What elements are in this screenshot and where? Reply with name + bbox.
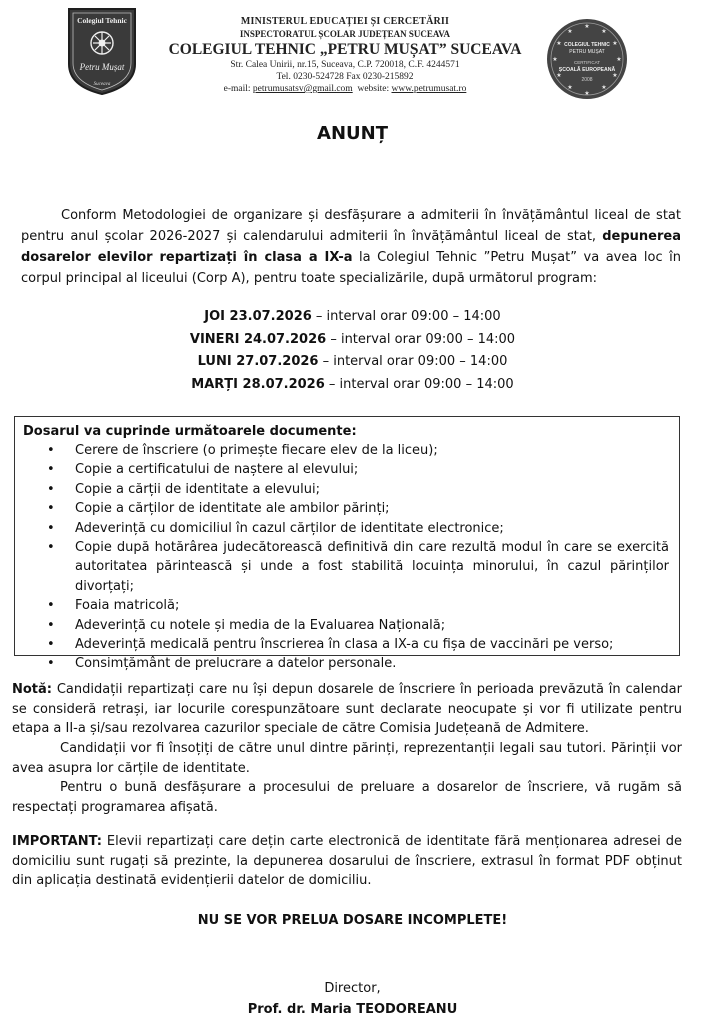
logo-top-text: Colegiul Tehnic xyxy=(77,16,127,25)
parents-paragraph: Candidații vor fi însoțiți de către unul dintre părinți, reprezentanții legali sau tutori. Părinții vor avea asupra lor cărțile de identitate. xyxy=(12,741,682,776)
documents-title: Dosarul va cuprinde următoarele documente: xyxy=(23,424,357,439)
bullet-icon: • xyxy=(47,617,55,633)
schedule-interval: – interval orar 09:00 – 14:00 xyxy=(318,354,508,369)
svg-text:★: ★ xyxy=(556,40,562,47)
note-paragraph: Notă: Candidații repartizați care nu își depun dosarele de înscriere în perioada prevăzută în calendar se consideră retrași, iar locurile corespunzătoare sunt declarate neocupate și vor fi utilizate pentru etapa a II-a și/sau rezolvarea cazurilor speciale de către Comisia Județeană de Admitere. xyxy=(12,682,682,737)
logo-bottom-text: Petru Mușat xyxy=(79,62,125,72)
institution-header xyxy=(150,16,540,95)
svg-text:★: ★ xyxy=(601,28,607,35)
european-school-seal xyxy=(546,18,628,100)
bullet-icon: • xyxy=(47,598,55,614)
website-link[interactable]: www.petrumusat.ro xyxy=(391,84,467,94)
list-item: • Foaia matricolă; xyxy=(75,596,669,615)
svg-text:★: ★ xyxy=(612,40,618,47)
schedule-row xyxy=(0,329,705,352)
school-logo xyxy=(66,6,138,96)
list-item: • Adeverință cu notele și media de la Evaluarea Națională; xyxy=(75,616,669,635)
svg-text:★: ★ xyxy=(567,28,573,35)
seal-school-text: COLEGIUL TEHNIC xyxy=(564,42,610,48)
schedule-interval: – interval orar 09:00 – 14:00 xyxy=(311,309,501,324)
schedule-row xyxy=(0,351,705,374)
list-item: • Copie a cărților de identitate ale ambilor părinți; xyxy=(75,499,669,518)
list-item: • Copie după hotărârea judecătorească definitivă din care rezultă modul în care se exercită autoritatea părintească și unde a fost stabilită locuința minorului, în cazul părinților divorțați; xyxy=(47,540,669,594)
documents-list xyxy=(23,441,669,674)
seal-name-text: PETRU MUȘAT xyxy=(569,49,605,55)
final-notice: NU SE VOR PRELUA DOSARE INCOMPLETE! xyxy=(197,913,508,928)
list-item: • Copie a cărții de identitate a elevului; xyxy=(75,480,669,499)
important-paragraph: IMPORTANT: Elevii repartizați care dețin carte electronică de identitate fără menționarea adresei de domiciliu sunt rugați să prezinte, la depunerea dosarului de înscriere, extrasul în format PDF obținut din aplicația destinată evidențierii datelor de domiciliu. xyxy=(12,834,682,889)
email-link[interactable]: petrumusatsv@gmail.com xyxy=(252,84,353,94)
list-item: • Cerere de înscriere (o primește fiecare elev de la liceu); xyxy=(75,441,669,460)
schedule-day: VINERI 24.07.2026 xyxy=(189,331,327,347)
svg-text:★: ★ xyxy=(584,90,590,97)
svg-text:★: ★ xyxy=(552,56,558,63)
svg-text:★: ★ xyxy=(556,72,562,79)
schedule-interval: – interval orar 09:00 – 14:00 xyxy=(324,376,514,392)
note-label: Notă: xyxy=(12,682,52,697)
schedule-day: JOI 23.07.2026 xyxy=(204,309,312,324)
address-line: Str. Calea Unirii, nr.15, Suceava, C.P. 720018, C.F. 4244571 xyxy=(230,60,460,70)
documents-box xyxy=(14,416,680,672)
list-item: • Adeverință medicală pentru înscrierea în clasa a IX-a cu fișa de vaccinări pe verso; xyxy=(75,635,669,654)
bullet-icon: • xyxy=(47,540,55,556)
list-item: • Adeverință cu domiciliul în cazul cărților de identitate electronice; xyxy=(75,519,669,538)
program-paragraph: Pentru o bună desfășurare a procesului de preluare a dosarelor de înscriere, vă rugăm să respectați programarea afișată. xyxy=(12,780,682,815)
schedule-day: MARȚI 28.07.2026 xyxy=(191,376,325,392)
schedule-day: LUNI 27.07.2026 xyxy=(197,354,319,369)
schedule-list xyxy=(0,306,705,396)
page-title: ANUNȚ xyxy=(317,123,388,144)
svg-text:★: ★ xyxy=(601,84,607,91)
svg-text:★: ★ xyxy=(567,84,573,91)
bullet-icon: • xyxy=(47,481,55,497)
logo-footer-text: Suceava xyxy=(93,82,111,87)
seal-year-text: 2008 xyxy=(581,77,593,83)
phone-line: Tel. 0230-524728 Fax 0230-215892 xyxy=(276,72,414,82)
bullet-icon: • xyxy=(47,501,55,517)
list-item: • Consimțământ de prelucrare a datelor personale. xyxy=(75,654,669,673)
bullet-icon: • xyxy=(47,656,55,672)
intro-emphasis: depunerea dosarelor elevilor repartizați în clasa a IX-a xyxy=(21,229,681,265)
bullet-icon: • xyxy=(47,520,55,536)
svg-text:★: ★ xyxy=(616,56,622,63)
ministry-line: MINISTERUL EDUCAȚIEI ȘI CERCETĂRII xyxy=(240,16,450,27)
seal-main-text: ȘCOALĂ EUROPEANĂ xyxy=(558,67,616,73)
seal-cert-text: CERTIFICAT xyxy=(573,60,601,65)
schedule-interval: – interval orar 09:00 – 14:00 xyxy=(326,331,516,347)
svg-text:★: ★ xyxy=(584,23,590,30)
bullet-icon: • xyxy=(47,443,55,458)
director-name: Prof. dr. Maria TEODOREANU xyxy=(247,1002,458,1017)
important-label: IMPORTANT: xyxy=(12,834,102,849)
bullet-icon: • xyxy=(47,637,55,653)
schedule-row xyxy=(0,374,705,397)
bullet-icon: • xyxy=(47,462,55,478)
contact-line: e-mail: petrumusatsv@gmail.com website: www.petrumusat.ro xyxy=(223,84,467,94)
director-label: Director, xyxy=(324,981,381,996)
list-item: • Copie a certificatului de naștere al elevului; xyxy=(75,460,669,479)
intro-paragraph: Conform Metodologiei de organizare și desfășurare a admiterii în învățământul liceal de stat pentru anul școlar 2026-2027 și calendarului admiterii în învățământul liceal de stat, depunerea dosarelor elevilor repartizați în clasa a IX-a la Colegiul Tehnic ”Petru Mușat” va avea loc în corpul principal al liceului (Corp A), pentru toate specializările, după următorul program: xyxy=(21,208,681,286)
inspectorate-line: INSPECTORATUL ȘCOLAR JUDEȚEAN SUCEAVA xyxy=(239,29,451,39)
schedule-row xyxy=(0,306,705,329)
school-name: COLEGIUL TEHNIC „PETRU MUȘAT” SUCEAVA xyxy=(168,41,522,58)
svg-text:★: ★ xyxy=(612,72,618,79)
